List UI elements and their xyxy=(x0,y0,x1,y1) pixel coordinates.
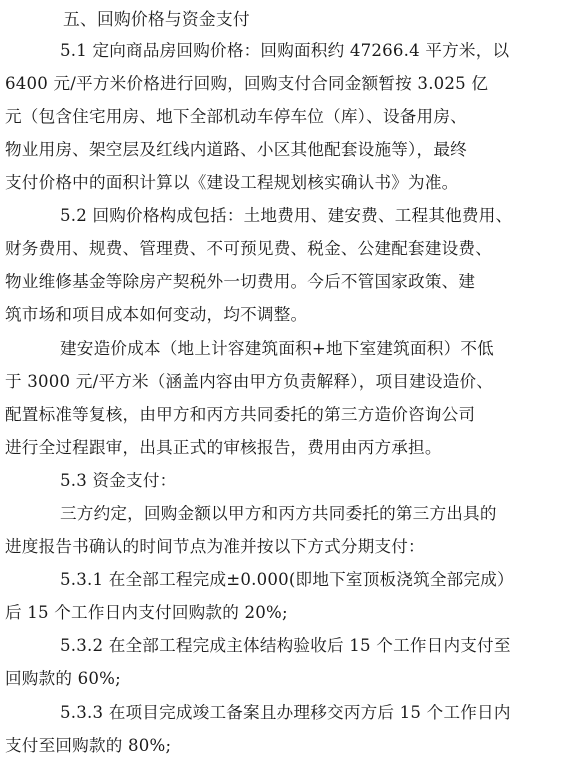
text-line: 6400 元/平方米价格进行回购，回购支付合同金额暂按 3.025 亿 xyxy=(5,74,489,93)
text-line: 支付价格中的面积计算以《建设工程规划核实确认书》为准。 xyxy=(5,173,459,192)
text-line: 5.3.3 在项目完成竣工备案且办理移交丙方后 15 个工作日内 xyxy=(60,703,511,722)
text-line: 5.3 资金支付： xyxy=(60,471,177,490)
text-line: 5.3.1 在全部工程完成±0.000(即地下室顶板浇筑全部完成） xyxy=(60,570,514,589)
text-line: 物业用房、架空层及红线内道路、小区其他配套设施等），最终 xyxy=(5,140,467,159)
text-line: 筑市场和项目成本如何变动，均不调整。 xyxy=(5,305,308,324)
text-line: 支付至回购款的 80%; xyxy=(5,736,172,755)
text-line: 财务费用、规费、管理费、不可预见费、税金、公建配套建设费、 xyxy=(5,239,493,258)
text-line: 于 3000 元/平方米（涵盖内容由甲方负责解释），项目建设造价、 xyxy=(5,372,494,391)
text-line: 配置标准等复核，由甲方和丙方共同委托的第三方造价咨询公司 xyxy=(5,405,476,424)
text-line: 5.1 定向商品房回购价格：回购面积约 47266.4 平方米，以 xyxy=(60,41,510,60)
text-line: 物业维修基金等除房产契税外一切费用。今后不管国家政策、建 xyxy=(5,272,476,291)
text-line: 5.2 回购价格构成包括：土地费用、建安费、工程其他费用、 xyxy=(60,206,513,225)
text-line: 5.3.2 在全部工程完成主体结构验收后 15 个工作日内支付至 xyxy=(60,636,511,655)
text-line: 回购款的 60%; xyxy=(5,669,121,688)
text-line: 进度报告书确认的时间节点为准并按以下方式分期支付： xyxy=(5,537,425,556)
section-heading: 五、回购价格与资金支付 xyxy=(63,9,250,29)
text-line: 元（包含住宅用房、地下全部机动车停车位（库）、设备用房、 xyxy=(5,107,467,126)
text-line: 三方约定，回购金额以甲方和丙方共同委托的第三方出具的 xyxy=(60,504,497,523)
text-line: 后 15 个工作日内支付回购款的 20%; xyxy=(5,603,288,622)
text-line: 进行全过程跟审，出具正式的审核报告，费用由丙方承担。 xyxy=(5,438,442,457)
text-line: 建安造价成本（地上计容建筑面积+地下室建筑面积）不低 xyxy=(60,339,494,358)
